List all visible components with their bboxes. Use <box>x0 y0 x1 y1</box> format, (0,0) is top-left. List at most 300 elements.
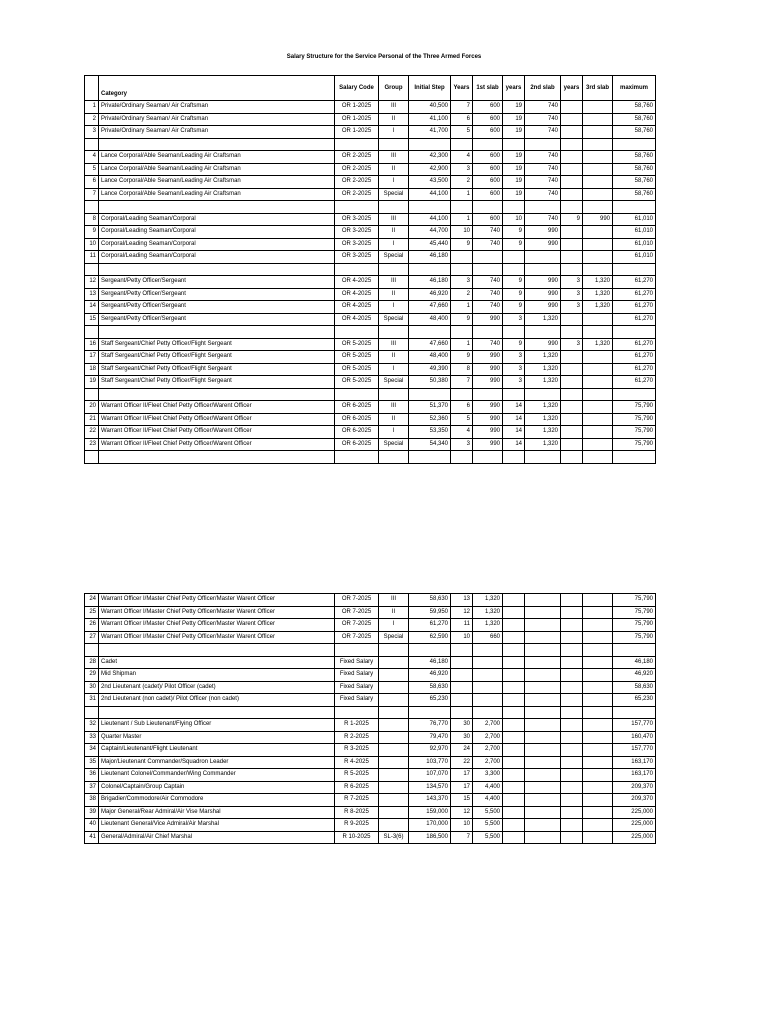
table-row <box>85 681 656 694</box>
years-3-cell <box>561 706 583 719</box>
years-cell: 7 <box>451 831 473 844</box>
maximum-cell: 160,470 <box>613 731 656 744</box>
years-cell: 15 <box>451 794 473 807</box>
salary-code-cell: R 1-2025 <box>335 719 379 732</box>
group-cell: II <box>379 351 409 364</box>
years-2-cell: 9 <box>503 288 525 301</box>
first-slab-cell: 660 <box>473 631 503 644</box>
years-cell: 5 <box>451 126 473 139</box>
years-2-cell <box>503 831 525 844</box>
first-slab-cell <box>473 326 503 339</box>
table-row <box>85 301 656 314</box>
table-row <box>85 451 656 464</box>
category-cell: Lieutenant Colonel/Commander/Wing Commander <box>99 769 335 782</box>
initial-step-cell: 159,000 <box>409 806 451 819</box>
third-slab-cell <box>583 451 613 464</box>
salary-code-cell: R 6-2025 <box>335 781 379 794</box>
years-cell: 17 <box>451 769 473 782</box>
first-slab-cell <box>473 388 503 401</box>
second-slab-cell <box>525 451 561 464</box>
third-slab-cell <box>583 351 613 364</box>
second-slab-cell <box>525 656 561 669</box>
years-3-cell <box>561 619 583 632</box>
category-cell: Sergeant/Petty Officer/Sergeant <box>99 313 335 326</box>
second-slab-cell: 1,320 <box>525 363 561 376</box>
salary-code-cell <box>335 644 379 657</box>
initial-step-cell: 49,390 <box>409 363 451 376</box>
row-number-cell: 2 <box>85 113 99 126</box>
years-3-cell <box>561 744 583 757</box>
third-slab-cell <box>583 126 613 139</box>
years-3-cell <box>561 376 583 389</box>
group-cell <box>379 806 409 819</box>
years-3-cell <box>561 806 583 819</box>
header-cell: years <box>561 76 583 101</box>
first-slab-cell: 600 <box>473 126 503 139</box>
salary-code-cell: OR 6-2025 <box>335 438 379 451</box>
category-cell <box>99 263 335 276</box>
salary-code-cell: R 7-2025 <box>335 794 379 807</box>
table-row <box>85 138 656 151</box>
years-2-cell <box>503 706 525 719</box>
table-header-row <box>85 76 656 101</box>
years-2-cell <box>503 806 525 819</box>
row-number-cell: 41 <box>85 831 99 844</box>
third-slab-cell <box>583 644 613 657</box>
first-slab-cell: 990 <box>473 351 503 364</box>
years-cell: 1 <box>451 301 473 314</box>
row-number-cell <box>85 706 99 719</box>
salary-code-cell: OR 4-2025 <box>335 301 379 314</box>
salary-code-cell <box>335 263 379 276</box>
first-slab-cell: 990 <box>473 438 503 451</box>
group-cell: I <box>379 238 409 251</box>
row-number-cell: 7 <box>85 188 99 201</box>
years-2-cell: 14 <box>503 401 525 414</box>
maximum-cell: 61,270 <box>613 363 656 376</box>
category-cell: Warrant Officer I/Master Chief Petty Officer/Master Warent Officer <box>99 631 335 644</box>
years-cell: 1 <box>451 188 473 201</box>
table-row <box>85 769 656 782</box>
years-3-cell <box>561 126 583 139</box>
first-slab-cell <box>473 706 503 719</box>
third-slab-cell <box>583 151 613 164</box>
years-3-cell: 9 <box>561 213 583 226</box>
row-number-cell <box>85 138 99 151</box>
initial-step-cell: 46,180 <box>409 251 451 264</box>
category-cell: Colonel/Captain/Group Captain <box>99 781 335 794</box>
years-cell: 8 <box>451 363 473 376</box>
table-row <box>85 656 656 669</box>
second-slab-cell: 740 <box>525 113 561 126</box>
years-3-cell <box>561 606 583 619</box>
third-slab-cell <box>583 363 613 376</box>
years-3-cell: 3 <box>561 301 583 314</box>
third-slab-cell <box>583 176 613 189</box>
salary-code-cell: R 5-2025 <box>335 769 379 782</box>
salary-code-cell: Fixed Salary <box>335 669 379 682</box>
category-cell: Private/Ordinary Seaman/ Air Craftsman <box>99 126 335 139</box>
years-3-cell <box>561 731 583 744</box>
table-row <box>85 263 656 276</box>
years-cell: 6 <box>451 401 473 414</box>
first-slab-cell: 990 <box>473 413 503 426</box>
third-slab-cell: 1,320 <box>583 288 613 301</box>
first-slab-cell: 1,320 <box>473 594 503 607</box>
years-cell: 9 <box>451 313 473 326</box>
years-cell <box>451 644 473 657</box>
second-slab-cell: 990 <box>525 276 561 289</box>
first-slab-cell: 990 <box>473 363 503 376</box>
group-cell <box>379 326 409 339</box>
row-number-cell <box>85 263 99 276</box>
salary-code-cell <box>335 326 379 339</box>
salary-code-cell: R 8-2025 <box>335 806 379 819</box>
years-cell: 22 <box>451 756 473 769</box>
first-slab-cell: 2,700 <box>473 719 503 732</box>
category-cell: Mid Shipman <box>99 669 335 682</box>
initial-step-cell: 143,370 <box>409 794 451 807</box>
first-slab-cell: 600 <box>473 163 503 176</box>
table-row <box>85 176 656 189</box>
third-slab-cell <box>583 769 613 782</box>
third-slab-cell <box>583 226 613 239</box>
initial-step-cell: 79,470 <box>409 731 451 744</box>
second-slab-cell <box>525 769 561 782</box>
maximum-cell: 58,760 <box>613 101 656 114</box>
row-number-cell: 11 <box>85 251 99 264</box>
third-slab-cell <box>583 631 613 644</box>
years-cell: 3 <box>451 438 473 451</box>
maximum-cell: 75,790 <box>613 413 656 426</box>
maximum-cell <box>613 706 656 719</box>
third-slab-cell <box>583 251 613 264</box>
second-slab-cell <box>525 756 561 769</box>
table-row <box>85 706 656 719</box>
table-row <box>85 794 656 807</box>
initial-step-cell <box>409 201 451 214</box>
third-slab-cell <box>583 756 613 769</box>
initial-step-cell: 40,500 <box>409 101 451 114</box>
table-row <box>85 594 656 607</box>
header-cell: 1st slab <box>473 76 503 101</box>
years-3-cell <box>561 238 583 251</box>
row-number-cell: 26 <box>85 619 99 632</box>
years-2-cell <box>503 644 525 657</box>
years-3-cell <box>561 819 583 832</box>
years-2-cell <box>503 619 525 632</box>
years-3-cell <box>561 226 583 239</box>
second-slab-cell: 1,320 <box>525 376 561 389</box>
years-3-cell <box>561 326 583 339</box>
second-slab-cell <box>525 744 561 757</box>
first-slab-cell: 600 <box>473 113 503 126</box>
years-cell <box>451 451 473 464</box>
header-cell <box>85 76 99 101</box>
group-cell <box>379 744 409 757</box>
table-row <box>85 806 656 819</box>
salary-code-cell: OR 5-2025 <box>335 363 379 376</box>
salary-code-cell: R 10-2025 <box>335 831 379 844</box>
salary-code-cell: Fixed Salary <box>335 681 379 694</box>
maximum-cell: 163,170 <box>613 769 656 782</box>
row-number-cell: 39 <box>85 806 99 819</box>
table-row <box>85 338 656 351</box>
table-row <box>85 644 656 657</box>
first-slab-cell: 740 <box>473 338 503 351</box>
first-slab-cell: 740 <box>473 276 503 289</box>
third-slab-cell: 1,320 <box>583 301 613 314</box>
years-cell: 12 <box>451 806 473 819</box>
salary-code-cell: OR 7-2025 <box>335 606 379 619</box>
years-3-cell <box>561 644 583 657</box>
years-2-cell <box>503 326 525 339</box>
years-cell: 5 <box>451 413 473 426</box>
years-2-cell <box>503 201 525 214</box>
initial-step-cell: 47,660 <box>409 301 451 314</box>
years-2-cell: 14 <box>503 426 525 439</box>
first-slab-cell: 5,500 <box>473 831 503 844</box>
category-cell: Staff Sergeant/Chief Petty Officer/Flight Sergeant <box>99 363 335 376</box>
table-row <box>85 213 656 226</box>
years-3-cell <box>561 438 583 451</box>
second-slab-cell: 1,320 <box>525 426 561 439</box>
initial-step-cell: 62,590 <box>409 631 451 644</box>
second-slab-cell <box>525 781 561 794</box>
second-slab-cell <box>525 594 561 607</box>
second-slab-cell: 740 <box>525 163 561 176</box>
category-cell: Quarter Master <box>99 731 335 744</box>
category-cell <box>99 451 335 464</box>
third-slab-cell <box>583 706 613 719</box>
group-cell <box>379 731 409 744</box>
years-3-cell <box>561 769 583 782</box>
years-2-cell: 19 <box>503 126 525 139</box>
initial-step-cell: 92,970 <box>409 744 451 757</box>
years-cell <box>451 263 473 276</box>
salary-code-cell <box>335 138 379 151</box>
years-3-cell <box>561 719 583 732</box>
second-slab-cell <box>525 681 561 694</box>
maximum-cell: 75,790 <box>613 619 656 632</box>
initial-step-cell: 48,400 <box>409 313 451 326</box>
row-number-cell: 3 <box>85 126 99 139</box>
table-row <box>85 694 656 707</box>
maximum-cell: 75,790 <box>613 631 656 644</box>
maximum-cell <box>613 201 656 214</box>
table-row <box>85 376 656 389</box>
salary-code-cell: OR 1-2025 <box>335 101 379 114</box>
years-3-cell <box>561 163 583 176</box>
initial-step-cell: 103,770 <box>409 756 451 769</box>
third-slab-cell <box>583 113 613 126</box>
category-cell: Captain/Lieutenant/Flight Lieutenant <box>99 744 335 757</box>
third-slab-cell <box>583 263 613 276</box>
years-cell <box>451 694 473 707</box>
header-cell: 2nd slab <box>525 76 561 101</box>
years-2-cell: 3 <box>503 363 525 376</box>
second-slab-cell: 990 <box>525 301 561 314</box>
category-cell: Brigadier/Commodore/Air Commodore <box>99 794 335 807</box>
maximum-cell: 157,770 <box>613 744 656 757</box>
first-slab-cell <box>473 201 503 214</box>
second-slab-cell <box>525 326 561 339</box>
initial-step-cell: 46,920 <box>409 669 451 682</box>
years-2-cell: 3 <box>503 351 525 364</box>
maximum-cell: 61,270 <box>613 301 656 314</box>
initial-step-cell: 46,180 <box>409 276 451 289</box>
group-cell <box>379 819 409 832</box>
first-slab-cell: 600 <box>473 188 503 201</box>
table-row <box>85 631 656 644</box>
table-row <box>85 756 656 769</box>
table-row <box>85 276 656 289</box>
years-3-cell <box>561 451 583 464</box>
group-cell: I <box>379 363 409 376</box>
first-slab-cell <box>473 263 503 276</box>
row-number-cell: 16 <box>85 338 99 351</box>
third-slab-cell <box>583 656 613 669</box>
group-cell: I <box>379 426 409 439</box>
category-cell: Lance Corporal/Able Seaman/Leading Air Craftsman <box>99 176 335 189</box>
maximum-cell: 65,230 <box>613 694 656 707</box>
years-2-cell: 19 <box>503 113 525 126</box>
third-slab-cell <box>583 101 613 114</box>
group-cell: Special <box>379 438 409 451</box>
first-slab-cell <box>473 451 503 464</box>
years-cell: 10 <box>451 819 473 832</box>
table-row <box>85 226 656 239</box>
second-slab-cell: 1,320 <box>525 401 561 414</box>
initial-step-cell: 65,230 <box>409 694 451 707</box>
row-number-cell: 10 <box>85 238 99 251</box>
category-cell: Private/Ordinary Seaman/ Air Craftsman <box>99 101 335 114</box>
group-cell <box>379 781 409 794</box>
group-cell: III <box>379 401 409 414</box>
row-number-cell: 37 <box>85 781 99 794</box>
category-cell: General/Admiral/Air Chief Marshal <box>99 831 335 844</box>
initial-step-cell <box>409 326 451 339</box>
second-slab-cell: 740 <box>525 101 561 114</box>
second-slab-cell: 1,320 <box>525 351 561 364</box>
row-number-cell: 29 <box>85 669 99 682</box>
row-number-cell: 14 <box>85 301 99 314</box>
category-cell: Lieutenant / Sub Lieutenant/Flying Officer <box>99 719 335 732</box>
row-number-cell: 25 <box>85 606 99 619</box>
second-slab-cell <box>525 631 561 644</box>
third-slab-cell <box>583 831 613 844</box>
years-2-cell: 14 <box>503 438 525 451</box>
group-cell <box>379 681 409 694</box>
years-cell: 9 <box>451 351 473 364</box>
years-2-cell: 19 <box>503 101 525 114</box>
second-slab-cell <box>525 706 561 719</box>
initial-step-cell: 50,380 <box>409 376 451 389</box>
category-cell: Staff Sergeant/Chief Petty Officer/Flight Sergeant <box>99 338 335 351</box>
years-3-cell <box>561 313 583 326</box>
initial-step-cell: 51,370 <box>409 401 451 414</box>
maximum-cell <box>613 138 656 151</box>
second-slab-cell <box>525 819 561 832</box>
initial-step-cell <box>409 263 451 276</box>
maximum-cell: 61,010 <box>613 238 656 251</box>
table-row <box>85 151 656 164</box>
years-cell: 13 <box>451 594 473 607</box>
years-cell <box>451 388 473 401</box>
group-cell <box>379 388 409 401</box>
row-number-cell: 9 <box>85 226 99 239</box>
years-cell: 3 <box>451 276 473 289</box>
group-cell: I <box>379 301 409 314</box>
years-3-cell <box>561 251 583 264</box>
years-cell: 10 <box>451 226 473 239</box>
years-2-cell <box>503 138 525 151</box>
second-slab-cell: 740 <box>525 126 561 139</box>
group-cell: I <box>379 126 409 139</box>
third-slab-cell: 1,320 <box>583 338 613 351</box>
category-cell: Sergeant/Petty Officer/Sergeant <box>99 301 335 314</box>
maximum-cell: 209,370 <box>613 781 656 794</box>
row-number-cell: 40 <box>85 819 99 832</box>
salary-code-cell: OR 2-2025 <box>335 163 379 176</box>
years-3-cell <box>561 351 583 364</box>
years-cell <box>451 201 473 214</box>
second-slab-cell <box>525 644 561 657</box>
second-slab-cell <box>525 606 561 619</box>
years-2-cell <box>503 756 525 769</box>
table-row <box>85 669 656 682</box>
maximum-cell <box>613 326 656 339</box>
initial-step-cell: 59,950 <box>409 606 451 619</box>
years-cell: 4 <box>451 426 473 439</box>
second-slab-cell: 740 <box>525 188 561 201</box>
years-2-cell: 9 <box>503 301 525 314</box>
table-row <box>85 326 656 339</box>
years-3-cell <box>561 694 583 707</box>
first-slab-cell: 990 <box>473 401 503 414</box>
category-cell: 2nd Lieutenant (cadet)/ Pilot Officer (cadet) <box>99 681 335 694</box>
years-3-cell <box>561 426 583 439</box>
years-cell <box>451 251 473 264</box>
salary-code-cell: OR 2-2025 <box>335 188 379 201</box>
years-cell: 6 <box>451 113 473 126</box>
salary-code-cell: Fixed Salary <box>335 656 379 669</box>
years-3-cell <box>561 113 583 126</box>
row-number-cell: 28 <box>85 656 99 669</box>
maximum-cell: 75,790 <box>613 606 656 619</box>
third-slab-cell <box>583 388 613 401</box>
years-cell <box>451 706 473 719</box>
category-cell: Warrant Officer II/Fleet Chief Petty Officer/Warent Officer <box>99 401 335 414</box>
category-cell <box>99 644 335 657</box>
maximum-cell: 75,790 <box>613 594 656 607</box>
years-cell: 12 <box>451 606 473 619</box>
first-slab-cell: 990 <box>473 376 503 389</box>
years-3-cell <box>561 363 583 376</box>
table-row <box>85 238 656 251</box>
first-slab-cell: 4,400 <box>473 781 503 794</box>
maximum-cell: 61,010 <box>613 213 656 226</box>
maximum-cell: 225,000 <box>613 831 656 844</box>
salary-code-cell: OR 7-2025 <box>335 594 379 607</box>
category-cell: Warrant Officer I/Master Chief Petty Officer/Master Warent Officer <box>99 619 335 632</box>
years-cell: 9 <box>451 238 473 251</box>
years-cell: 2 <box>451 176 473 189</box>
group-cell: III <box>379 151 409 164</box>
table-row <box>85 819 656 832</box>
category-cell: 2nd Lieutenant (non cadet)/ Pilot Officer (non cadet) <box>99 694 335 707</box>
years-3-cell <box>561 138 583 151</box>
